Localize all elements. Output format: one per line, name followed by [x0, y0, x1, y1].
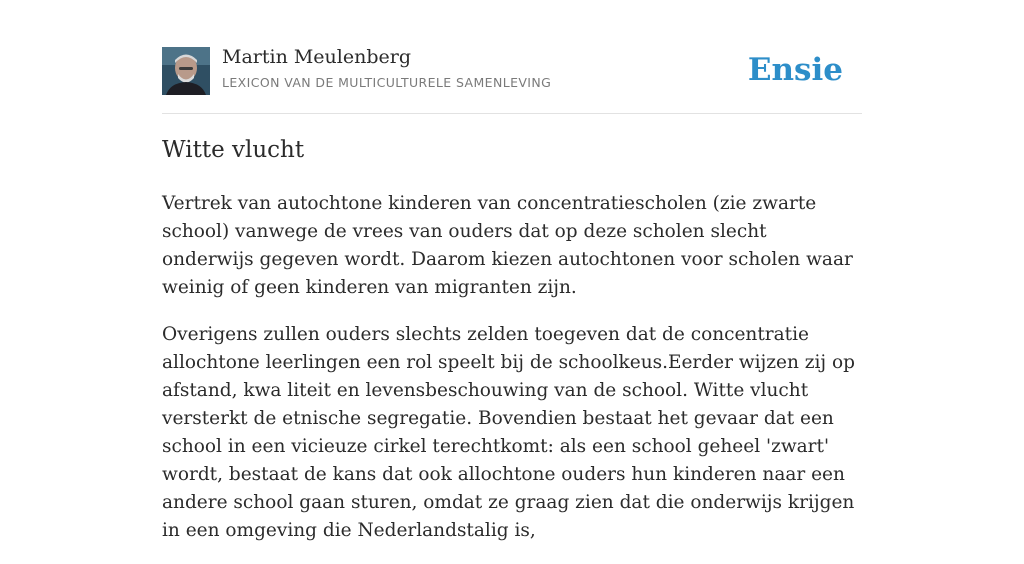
author-source-label: LEXICON VAN DE MULTICULTURELE SAMENLEVING — [222, 75, 552, 90]
entry-paragraph: Overigens zullen ouders slechts zelden toegeven dat de concentratie allochtone leerlingen een rol speelt bij de schoolkeus.Eerder wijzen zij op afstand, kwa liteit en levensbeschouwing van de school. Witte vlucht versterkt de etnische segregatie. Bovendien bestaat het gevaar dat een school in een vicieuze cirkel terechtkomt: als een school geheel 'zwart' wordt, bestaat de kans dat ook allochtone ouders hun kinderen naar een andere school gaan sturen, omdat ze graag zien dat die onderwijs krijgen in een omgeving die Nederlandstalig is, — [162, 324, 856, 541]
page-header — [162, 0, 862, 114]
author-photo-icon — [162, 47, 210, 95]
ensie-logo[interactable]: Ensie — [747, 52, 843, 88]
entry-title: Witte vlucht — [162, 137, 305, 163]
entry-body — [162, 190, 862, 564]
author-avatar[interactable] — [162, 47, 210, 95]
author-name[interactable]: Martin Meulenberg — [222, 46, 411, 68]
entry-paragraph: Vertrek van autochtone kinderen van concentratiescholen (zie zwarte school) vanwege de vrees van ouders dat op deze scholen slecht onderwijs gegeven wordt. Daarom kiezen autochtonen voor scholen waar weinig of geen kinderen van migranten zijn. — [162, 193, 853, 298]
page-container — [162, 0, 862, 541]
